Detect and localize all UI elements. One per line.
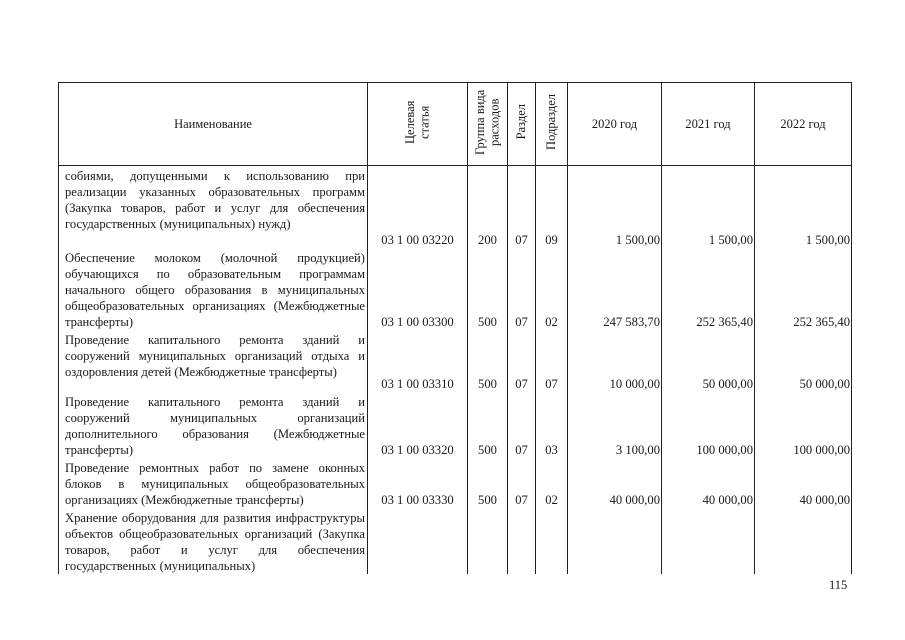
table-row (59, 458, 852, 508)
row-2022: 1 500,00 (755, 166, 852, 248)
row-2021: 100 000,00 (662, 392, 755, 458)
row-target: 03 1 00 03330 (368, 458, 468, 508)
row-2022 (755, 508, 852, 574)
row-group: 200 (468, 166, 508, 248)
row-2022: 40 000,00 (755, 458, 852, 508)
row-2022: 252 365,40 (755, 248, 852, 330)
header-2022: 2022 год (755, 83, 852, 166)
row-target: 03 1 00 03320 (368, 392, 468, 458)
table-row (59, 166, 852, 248)
row-section: 07 (508, 392, 536, 458)
row-group (468, 508, 508, 574)
row-group: 500 (468, 458, 508, 508)
header-2020: 2020 год (568, 83, 662, 166)
row-2021: 1 500,00 (662, 166, 755, 248)
row-subsection: 03 (536, 392, 568, 458)
row-name: Проведение капитального ремонта зданий и сооружений муниципальных организаций дополнительного образования (Межбюджетные трансферты) (59, 392, 368, 458)
row-2020 (568, 508, 662, 574)
row-2020: 3 100,00 (568, 392, 662, 458)
header-group: Группа вида расходов (468, 83, 508, 166)
row-subsection: 09 (536, 166, 568, 248)
row-subsection: 02 (536, 248, 568, 330)
table-row (59, 392, 852, 458)
row-subsection (536, 508, 568, 574)
row-section: 07 (508, 458, 536, 508)
row-2021 (662, 508, 755, 574)
header-name: Наименование (59, 83, 368, 166)
page-number: 115 (829, 578, 848, 592)
row-target (368, 508, 468, 574)
row-group: 500 (468, 330, 508, 392)
row-2020: 10 000,00 (568, 330, 662, 392)
header-target: Целевая статья (368, 83, 468, 166)
table-row (59, 248, 852, 330)
table-row (59, 330, 852, 392)
row-2020: 1 500,00 (568, 166, 662, 248)
budget-table (58, 82, 852, 574)
row-section: 07 (508, 166, 536, 248)
table-row (59, 508, 852, 574)
row-section: 07 (508, 248, 536, 330)
row-name: собиями, допущенными к использованию при реализации указанных образовательных программ (Закупка товаров, работ и услуг для обеспечения государственных (муниципальных) нужд) (59, 166, 368, 248)
row-subsection: 07 (536, 330, 568, 392)
row-section: 07 (508, 330, 536, 392)
row-2021: 40 000,00 (662, 458, 755, 508)
row-name: Проведение ремонтных работ по замене оконных блоков в муниципальных общеобразовательных организациях (Межбюджетные трансферты) (59, 458, 368, 508)
row-2020: 247 583,70 (568, 248, 662, 330)
header-subsection: Подраздел (536, 83, 568, 166)
row-2021: 252 365,40 (662, 248, 755, 330)
row-2022: 50 000,00 (755, 330, 852, 392)
row-name: Обеспечение молоком (молочной продукцией) обучающихся по образовательным программам начального общего образования в муниципальных общеобразовательных организациях (Межбюджетные трансферты) (59, 248, 368, 330)
row-group: 500 (468, 392, 508, 458)
row-group: 500 (468, 248, 508, 330)
header-section: Раздел (508, 83, 536, 166)
row-name: Проведение капитального ремонта зданий и сооружений муниципальных организаций отдыха и оздоровления детей (Межбюджетные трансферты) (59, 330, 368, 392)
header-2021: 2021 год (662, 83, 755, 166)
row-2022: 100 000,00 (755, 392, 852, 458)
table-header-row (59, 83, 852, 166)
row-target: 03 1 00 03220 (368, 166, 468, 248)
row-2021: 50 000,00 (662, 330, 755, 392)
row-name: Хранение оборудования для развития инфраструктуры объектов общеобразовательных организаций (Закупка товаров, работ и услуг для обеспечения государственных (муниципальных) (59, 508, 368, 574)
row-section (508, 508, 536, 574)
row-target: 03 1 00 03300 (368, 248, 468, 330)
row-target: 03 1 00 03310 (368, 330, 468, 392)
row-2020: 40 000,00 (568, 458, 662, 508)
row-subsection: 02 (536, 458, 568, 508)
